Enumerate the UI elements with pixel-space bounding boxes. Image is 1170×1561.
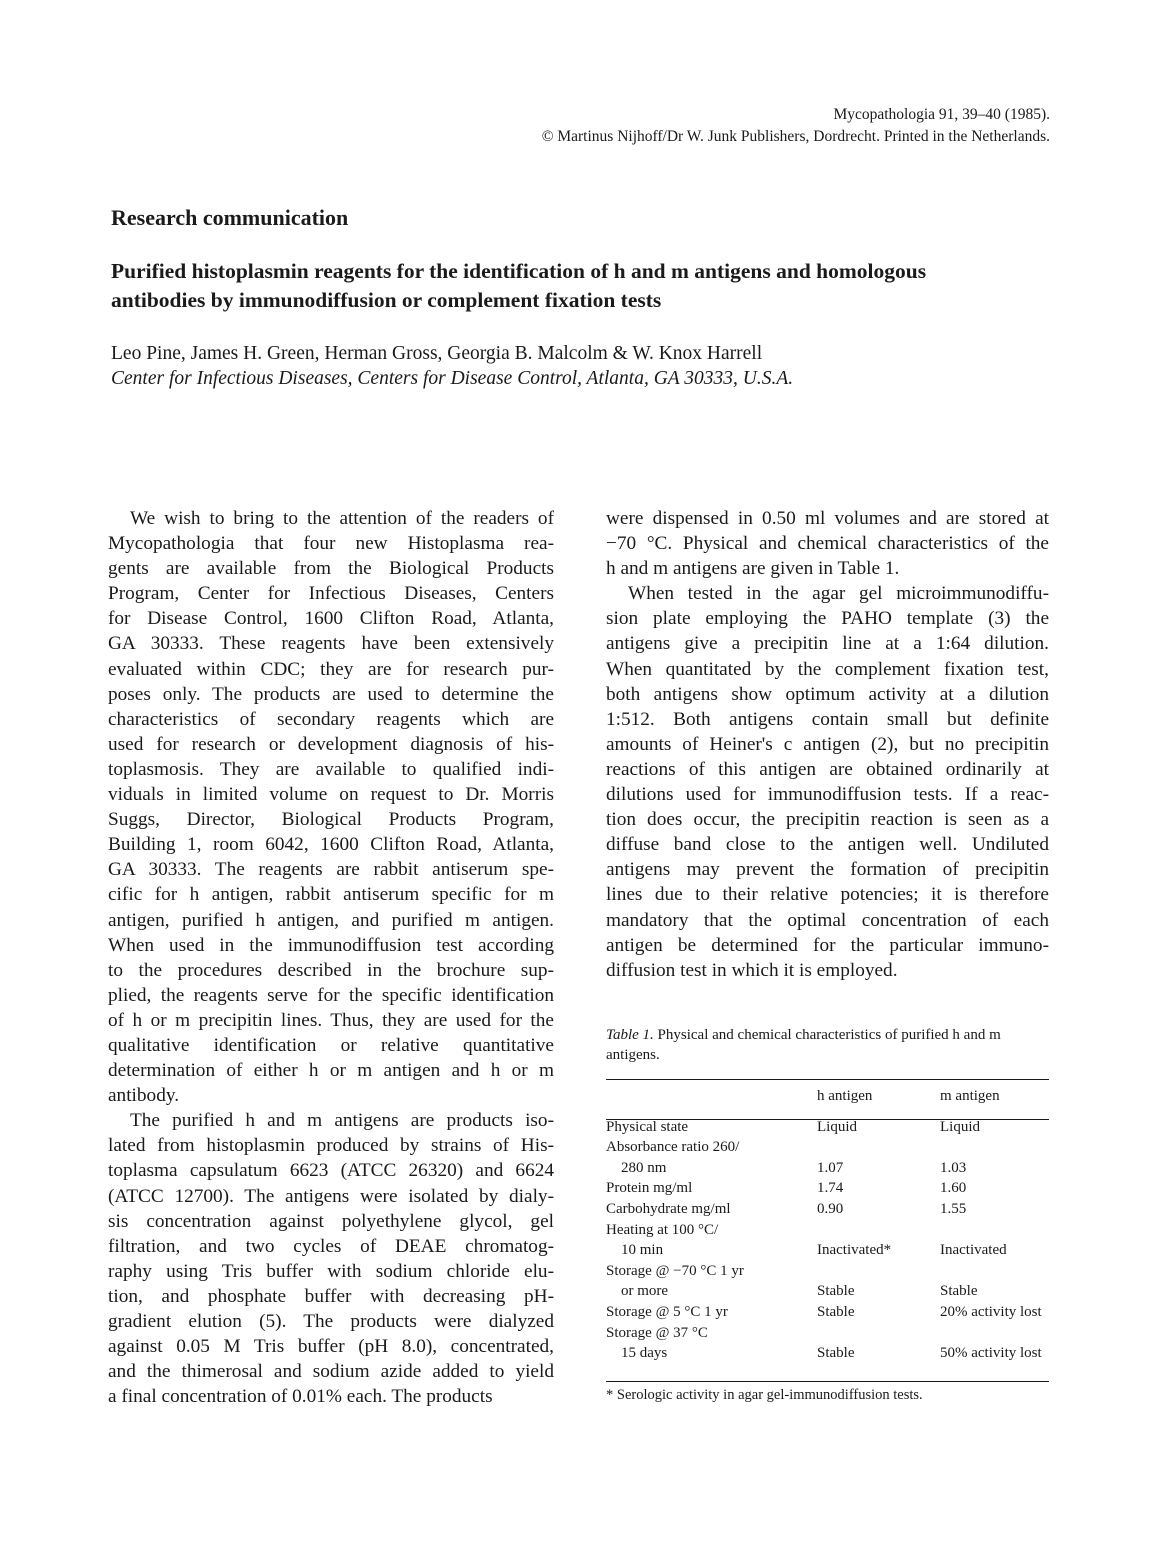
text-line: tion, and phosphate buffer with decreasing pH- — [108, 1285, 554, 1307]
text-line: lated from histoplasmin produced by strains of His- — [108, 1135, 554, 1157]
text-line: filtration, and two cycles of DEAE chromatog- — [108, 1235, 554, 1257]
table-cell: Stable — [817, 1303, 855, 1320]
text-line: antigen, purified h antigen, and purified m antigen. — [108, 909, 554, 931]
table-row — [606, 1117, 1049, 1138]
table-cell: Stable — [817, 1345, 855, 1362]
table-row — [606, 1199, 1049, 1220]
text-line: GA 30333. These reagents have been extensively — [108, 633, 554, 655]
table-cell: Protein mg/ml — [606, 1180, 693, 1197]
table-row — [606, 1323, 1049, 1344]
table-cell: Stable — [817, 1283, 855, 1300]
text-line: lines due to their relative potencies; it is therefore — [606, 884, 1049, 906]
table-row — [606, 1343, 1049, 1364]
text-line: gradient elution (5). The products were dialyzed — [108, 1311, 554, 1332]
table-header-cell: m antigen — [940, 1088, 1000, 1104]
table-cell: Inactivated* — [817, 1242, 892, 1259]
table-cell: Stable — [940, 1283, 978, 1300]
text-line: Mycopathologia that four new Histoplasma rea- — [108, 533, 554, 555]
table-cell: Heating at 100 °C/ — [606, 1221, 719, 1238]
table-cell: or more — [621, 1283, 669, 1300]
table-cell — [940, 1261, 1049, 1282]
text-line: antigens may prevent the formation of precipitin — [606, 859, 1049, 881]
table-row — [606, 1240, 1049, 1261]
text-line: gents are available from the Biological Products — [108, 558, 554, 580]
text-line: When quantitated by the complement fixation test, — [606, 658, 1049, 680]
text-line: antigens give a precipitin line at a 1:64 dilution. — [606, 633, 1049, 655]
text-line: mandatory that the optimal concentration of each — [606, 909, 1049, 931]
table-cell: 280 nm — [621, 1159, 667, 1176]
table-cell: 1.74 — [817, 1180, 844, 1197]
text-line: evaluated within CDC; they are for research pur- — [108, 658, 554, 680]
table-cell — [817, 1220, 940, 1241]
table-bottom-rule — [606, 1381, 1049, 1382]
author-list: Leo Pine, James H. Green, Herman Gross, Georgia B. Malcolm & W. Knox Harrell — [111, 343, 763, 364]
body-column-left — [108, 506, 554, 1409]
table-header-row — [606, 1086, 1049, 1117]
table-cell: 1.55 — [940, 1200, 967, 1217]
text-line: were dispensed in 0.50 ml volumes and are stored at — [606, 508, 1049, 529]
table-cell: Carbohydrate mg/ml — [606, 1200, 731, 1217]
text-line: Suggs, Director, Biological Products Program, — [108, 809, 554, 831]
text-line: The purified h and m antigens are products iso- — [130, 1110, 554, 1132]
table-cell: Storage @ −70 °C 1 yr — [606, 1262, 744, 1279]
data-table — [606, 1086, 1049, 1364]
table-row — [606, 1220, 1049, 1241]
text-line: Building 1, room 6042, 1600 Clifton Road, Atlanta, — [108, 834, 554, 856]
table-row — [606, 1302, 1049, 1323]
table-cell — [940, 1220, 1049, 1241]
text-line: characteristics of secondary reagents which are — [108, 708, 554, 730]
text-line: GA 30333. The reagents are rabbit antiserum spe- — [108, 859, 554, 881]
table-cell: Physical state — [606, 1118, 689, 1135]
text-line: h and m antigens are given in Table 1. — [606, 558, 900, 580]
table-cell: Inactivated — [940, 1242, 1007, 1259]
text-line: antigen be determined for the particular immuno- — [606, 934, 1049, 956]
table-row — [606, 1158, 1049, 1179]
table-footnote: * Serologic activity in agar gel-immunodiffusion tests. — [606, 1387, 923, 1403]
text-line: poses only. The products are used to determine the — [108, 683, 554, 705]
text-line: of h or m precipitin lines. Thus, they are used for the — [108, 1009, 554, 1031]
publisher-line: © Martinus Nijhoff/Dr W. Junk Publishers, Dordrecht. Printed in the Netherlands. — [541, 128, 1050, 145]
table-caption-label: Table 1. — [606, 1027, 654, 1043]
table-cell: Liquid — [940, 1118, 980, 1135]
text-line: sis concentration against polyethylene glycol, gel — [108, 1210, 554, 1232]
journal-header — [542, 104, 1050, 148]
text-line: When tested in the agar gel microimmunodiffu- — [628, 583, 1049, 605]
body-column-right — [606, 506, 1049, 983]
table-row — [606, 1281, 1049, 1302]
text-line: raphy using Tris buffer with sodium chloride elu- — [108, 1260, 554, 1282]
text-line: reactions of this antigen are obtained ordinarily at — [606, 758, 1049, 780]
text-line: plied, the reagents serve for the specific identification — [108, 984, 554, 1006]
text-line: toplasmosis. They are available to qualified indi- — [108, 758, 554, 780]
title-line: antibodies by immunodiffusion or complement fixation tests — [111, 288, 662, 312]
text-line: (ATCC 12700). The antigens were isolated by dialy- — [108, 1185, 554, 1207]
table-row — [606, 1261, 1049, 1282]
table-cell: 1.03 — [940, 1159, 967, 1176]
text-line: Program, Center for Infectious Diseases, Centers — [108, 583, 554, 605]
text-line: qualitative identification or relative quantitative — [108, 1034, 554, 1056]
table-cell — [817, 1323, 940, 1344]
table-cell: 20% activity lost — [940, 1303, 1042, 1320]
table-row — [606, 1137, 1049, 1158]
text-line: both antigens show optimum activity at a dilution — [606, 683, 1049, 705]
text-line: for Disease Control, 1600 Clifton Road, Atlanta, — [108, 608, 554, 630]
table-header-cell: h antigen — [817, 1088, 873, 1104]
table-cell — [817, 1261, 940, 1282]
text-line: determination of either h or m antigen and h or m — [108, 1060, 554, 1082]
text-line: toplasma capsulatum 6623 (ATCC 26320) and 6624 — [108, 1160, 554, 1182]
text-line: tion does occur, the precipitin reaction is seen as a — [606, 809, 1049, 831]
section-heading: Research communication — [111, 205, 349, 230]
author-affiliation: Center for Infectious Diseases, Centers for Disease Control, Atlanta, GA 30333, U.S.A. — [111, 368, 794, 389]
table-cell: 1.07 — [817, 1159, 844, 1176]
table-cell: 15 days — [621, 1345, 668, 1362]
text-line: When used in the immunodiffusion test according — [108, 934, 554, 956]
title-line: Purified histoplasmin reagents for the identification of h and m antigens and homologous — [111, 259, 927, 283]
text-line: amounts of Heiner's c antigen (2), but no precipitin — [606, 733, 1049, 755]
text-line: We wish to bring to the attention of the readers of — [130, 508, 554, 529]
text-line: 1:512. Both antigens contain small but definite — [606, 708, 1049, 730]
table-cell: 1.60 — [940, 1180, 967, 1197]
text-line: viduals in limited volume on request to Dr. Morris — [108, 784, 554, 806]
table-cell: 10 min — [621, 1242, 664, 1259]
text-line: diffusion test in which it is employed. — [606, 959, 898, 981]
table-cell: Storage @ 5 °C 1 yr — [606, 1303, 728, 1320]
table-row — [606, 1178, 1049, 1199]
table-top-rule — [606, 1079, 1049, 1080]
text-line: to the procedures described in the brochure sup- — [108, 959, 554, 981]
table-cell — [940, 1323, 1049, 1344]
text-line: diffuse band close to the antigen well. Undiluted — [606, 834, 1049, 856]
table-header-cell — [606, 1086, 817, 1117]
table-cell: 50% activity lost — [940, 1345, 1042, 1362]
text-line: and the thimerosal and sodium azide added to yield — [108, 1361, 554, 1383]
table-cell — [817, 1137, 940, 1158]
table-cell: Storage @ 37 °C — [606, 1324, 708, 1341]
table-caption — [606, 1025, 1049, 1065]
table-caption-text: Physical and chemical characteristics of purified h and m antigens. — [606, 1027, 1001, 1063]
text-line: cific for h antigen, rabbit antiserum specific for m — [108, 884, 554, 906]
table-cell: Liquid — [817, 1118, 857, 1135]
text-line: antibody. — [108, 1085, 180, 1107]
text-line: −70 °C. Physical and chemical characteristics of the — [606, 533, 1049, 555]
table-cell: Absorbance ratio 260/ — [606, 1139, 740, 1156]
text-line: used for research or development diagnosis of his- — [108, 733, 554, 755]
text-line: against 0.05 M Tris buffer (pH 8.0), concentrated, — [108, 1336, 554, 1358]
article-title — [111, 257, 1061, 315]
text-line: dilutions used for immunodiffusion tests. If a reac- — [606, 784, 1049, 806]
table-cell: 0.90 — [817, 1200, 844, 1217]
table-cell — [940, 1137, 1049, 1158]
text-line: sion plate employing the PAHO template (3) the — [606, 608, 1049, 630]
journal-citation: Mycopathologia 91, 39–40 (1985). — [833, 106, 1050, 123]
text-line: a final concentration of 0.01% each. The products — [108, 1386, 493, 1408]
